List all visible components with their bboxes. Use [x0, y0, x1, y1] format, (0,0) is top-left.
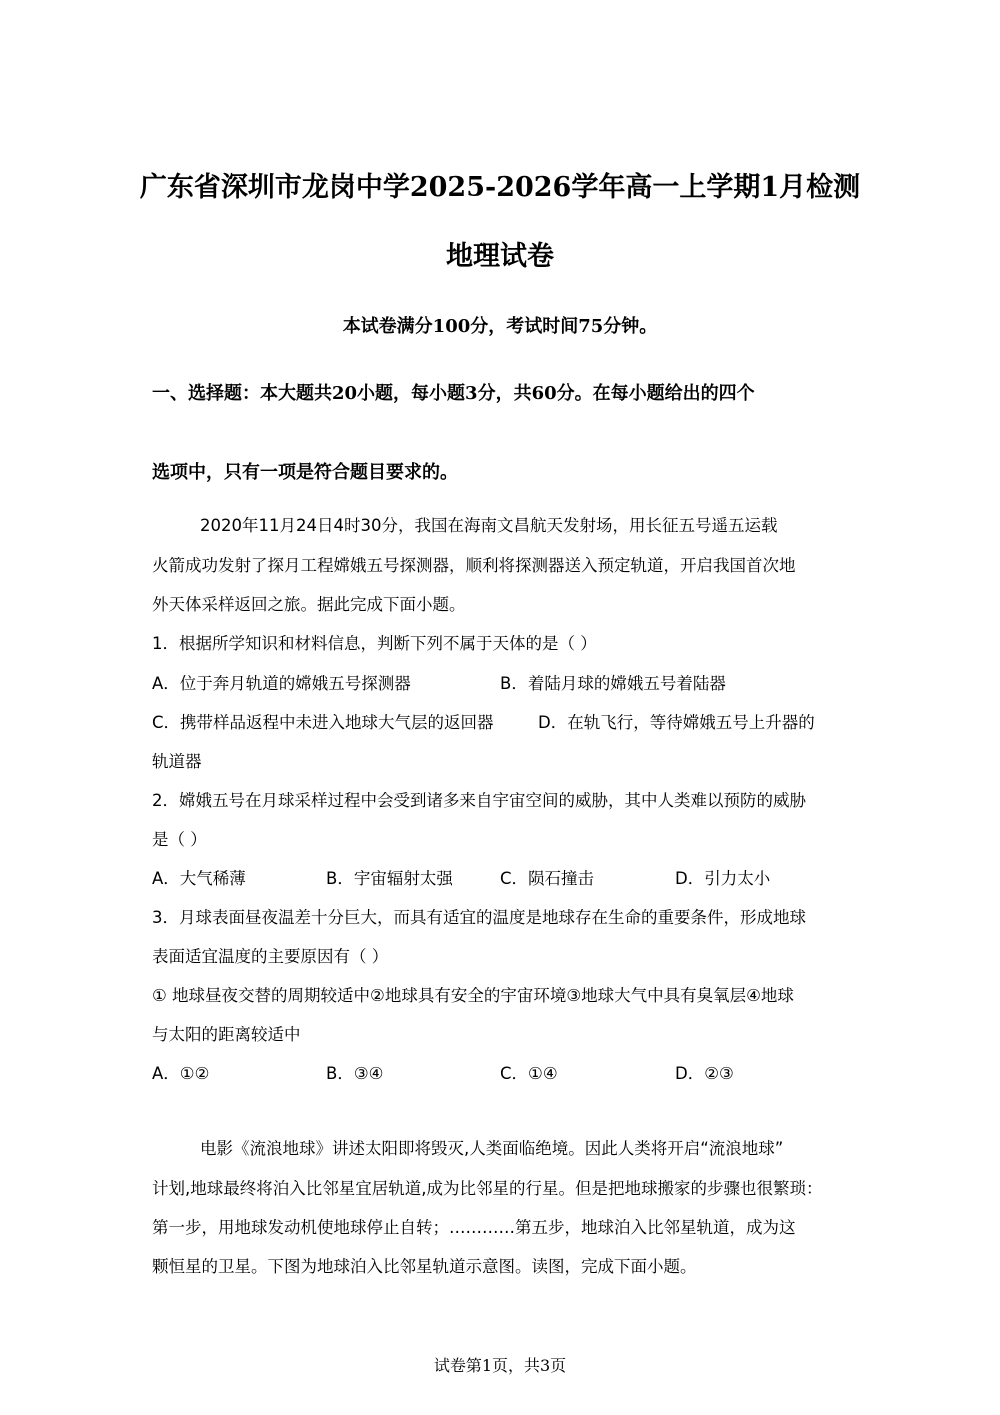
- question2-option-a: A．大气稀薄: [152, 869, 246, 888]
- question1-option-d: D．在轨飞行，等待嫦娥五号上升器的: [538, 713, 815, 732]
- question2-stem-line1: 2．嫦娥五号在月球采样过程中会受到诸多来自宇宙空间的威胁，其中人类难以预防的威胁: [152, 791, 806, 810]
- question2-option-c: C．陨石撞击: [500, 869, 595, 888]
- passage1-line1: 2020年11月24日4时30分，我国在海南文昌航天发射场，用长征五号遥五运载: [200, 516, 778, 535]
- question3-items-line1: ① 地球昼夜交替的周期较适中②地球具有安全的宇宙环境③地球大气中具有臭氧层④地球: [152, 986, 794, 1005]
- question1-option-c: C．携带样品返程中未进入地球大气层的返回器: [152, 713, 494, 732]
- section-heading-line1: 一、选择题：本大题共20小题，每小题3分，共60分。在每小题给出的四个: [152, 383, 755, 404]
- passage1-line3: 外天体采样返回之旅。据此完成下面小题。: [152, 595, 466, 614]
- question3-option-a: A．①②: [152, 1064, 210, 1083]
- exam-title-line2: 地理试卷: [446, 241, 554, 272]
- question3-stem-line2: 表面适宜温度的主要原因有（ ）: [152, 947, 389, 966]
- question2-option-d: D．引力太小: [675, 869, 771, 888]
- passage2-line3: 第一步，用地球发动机使地球停止自转；…………第五步，地球泊入比邻星轨道，成为这: [152, 1218, 796, 1237]
- question1-stem: 1．根据所学知识和材料信息，判断下列不属于天体的是（ ）: [152, 634, 597, 653]
- question1-option-a: A．位于奔月轨道的嫦娥五号探测器: [152, 674, 411, 693]
- passage2-line4: 颗恒星的卫星。下图为地球泊入比邻星轨道示意图。读图，完成下面小题。: [152, 1257, 697, 1276]
- exam-info: 本试卷满分100分，考试时间75分钟。: [342, 316, 658, 337]
- question3-items-line2: 与太阳的距离较适中: [152, 1025, 301, 1044]
- question1-option-b: B．着陆月球的嫦娥五号着陆器: [500, 674, 726, 693]
- question3-option-d: D．②③: [675, 1064, 734, 1083]
- exam-title-line1: 广东省深圳市龙岗中学2025-2026学年高一上学期1月检测: [139, 172, 861, 203]
- question2-option-b: B．宇宙辐射太强: [326, 869, 453, 888]
- section-heading-line2: 选项中，只有一项是符合题目要求的。: [152, 462, 458, 483]
- page-footer: 试卷第1页，共3页: [433, 1356, 567, 1375]
- passage1-line2: 火箭成功发射了探月工程嫦娥五号探测器，顺利将探测器送入预定轨道，开启我国首次地: [152, 556, 796, 575]
- question2-stem-line2: 是（ ）: [152, 830, 207, 849]
- question3-option-c: C．①④: [500, 1064, 558, 1083]
- question1-option-d-cont: 轨道器: [152, 752, 202, 771]
- question3-option-b: B．③④: [326, 1064, 384, 1083]
- question3-stem-line1: 3．月球表面昼夜温差十分巨大，而具有适宜的温度是地球存在生命的重要条件，形成地球: [152, 908, 806, 927]
- passage2-line1: 电影《流浪地球》讲述太阳即将毁灭,人类面临绝境。因此人类将开启“流浪地球”: [200, 1139, 784, 1158]
- passage2-line2: 计划,地球最终将泊入比邻星宜居轨道,成为比邻星的行星。但是把地球搬家的步骤也很繁琐：: [152, 1179, 823, 1198]
